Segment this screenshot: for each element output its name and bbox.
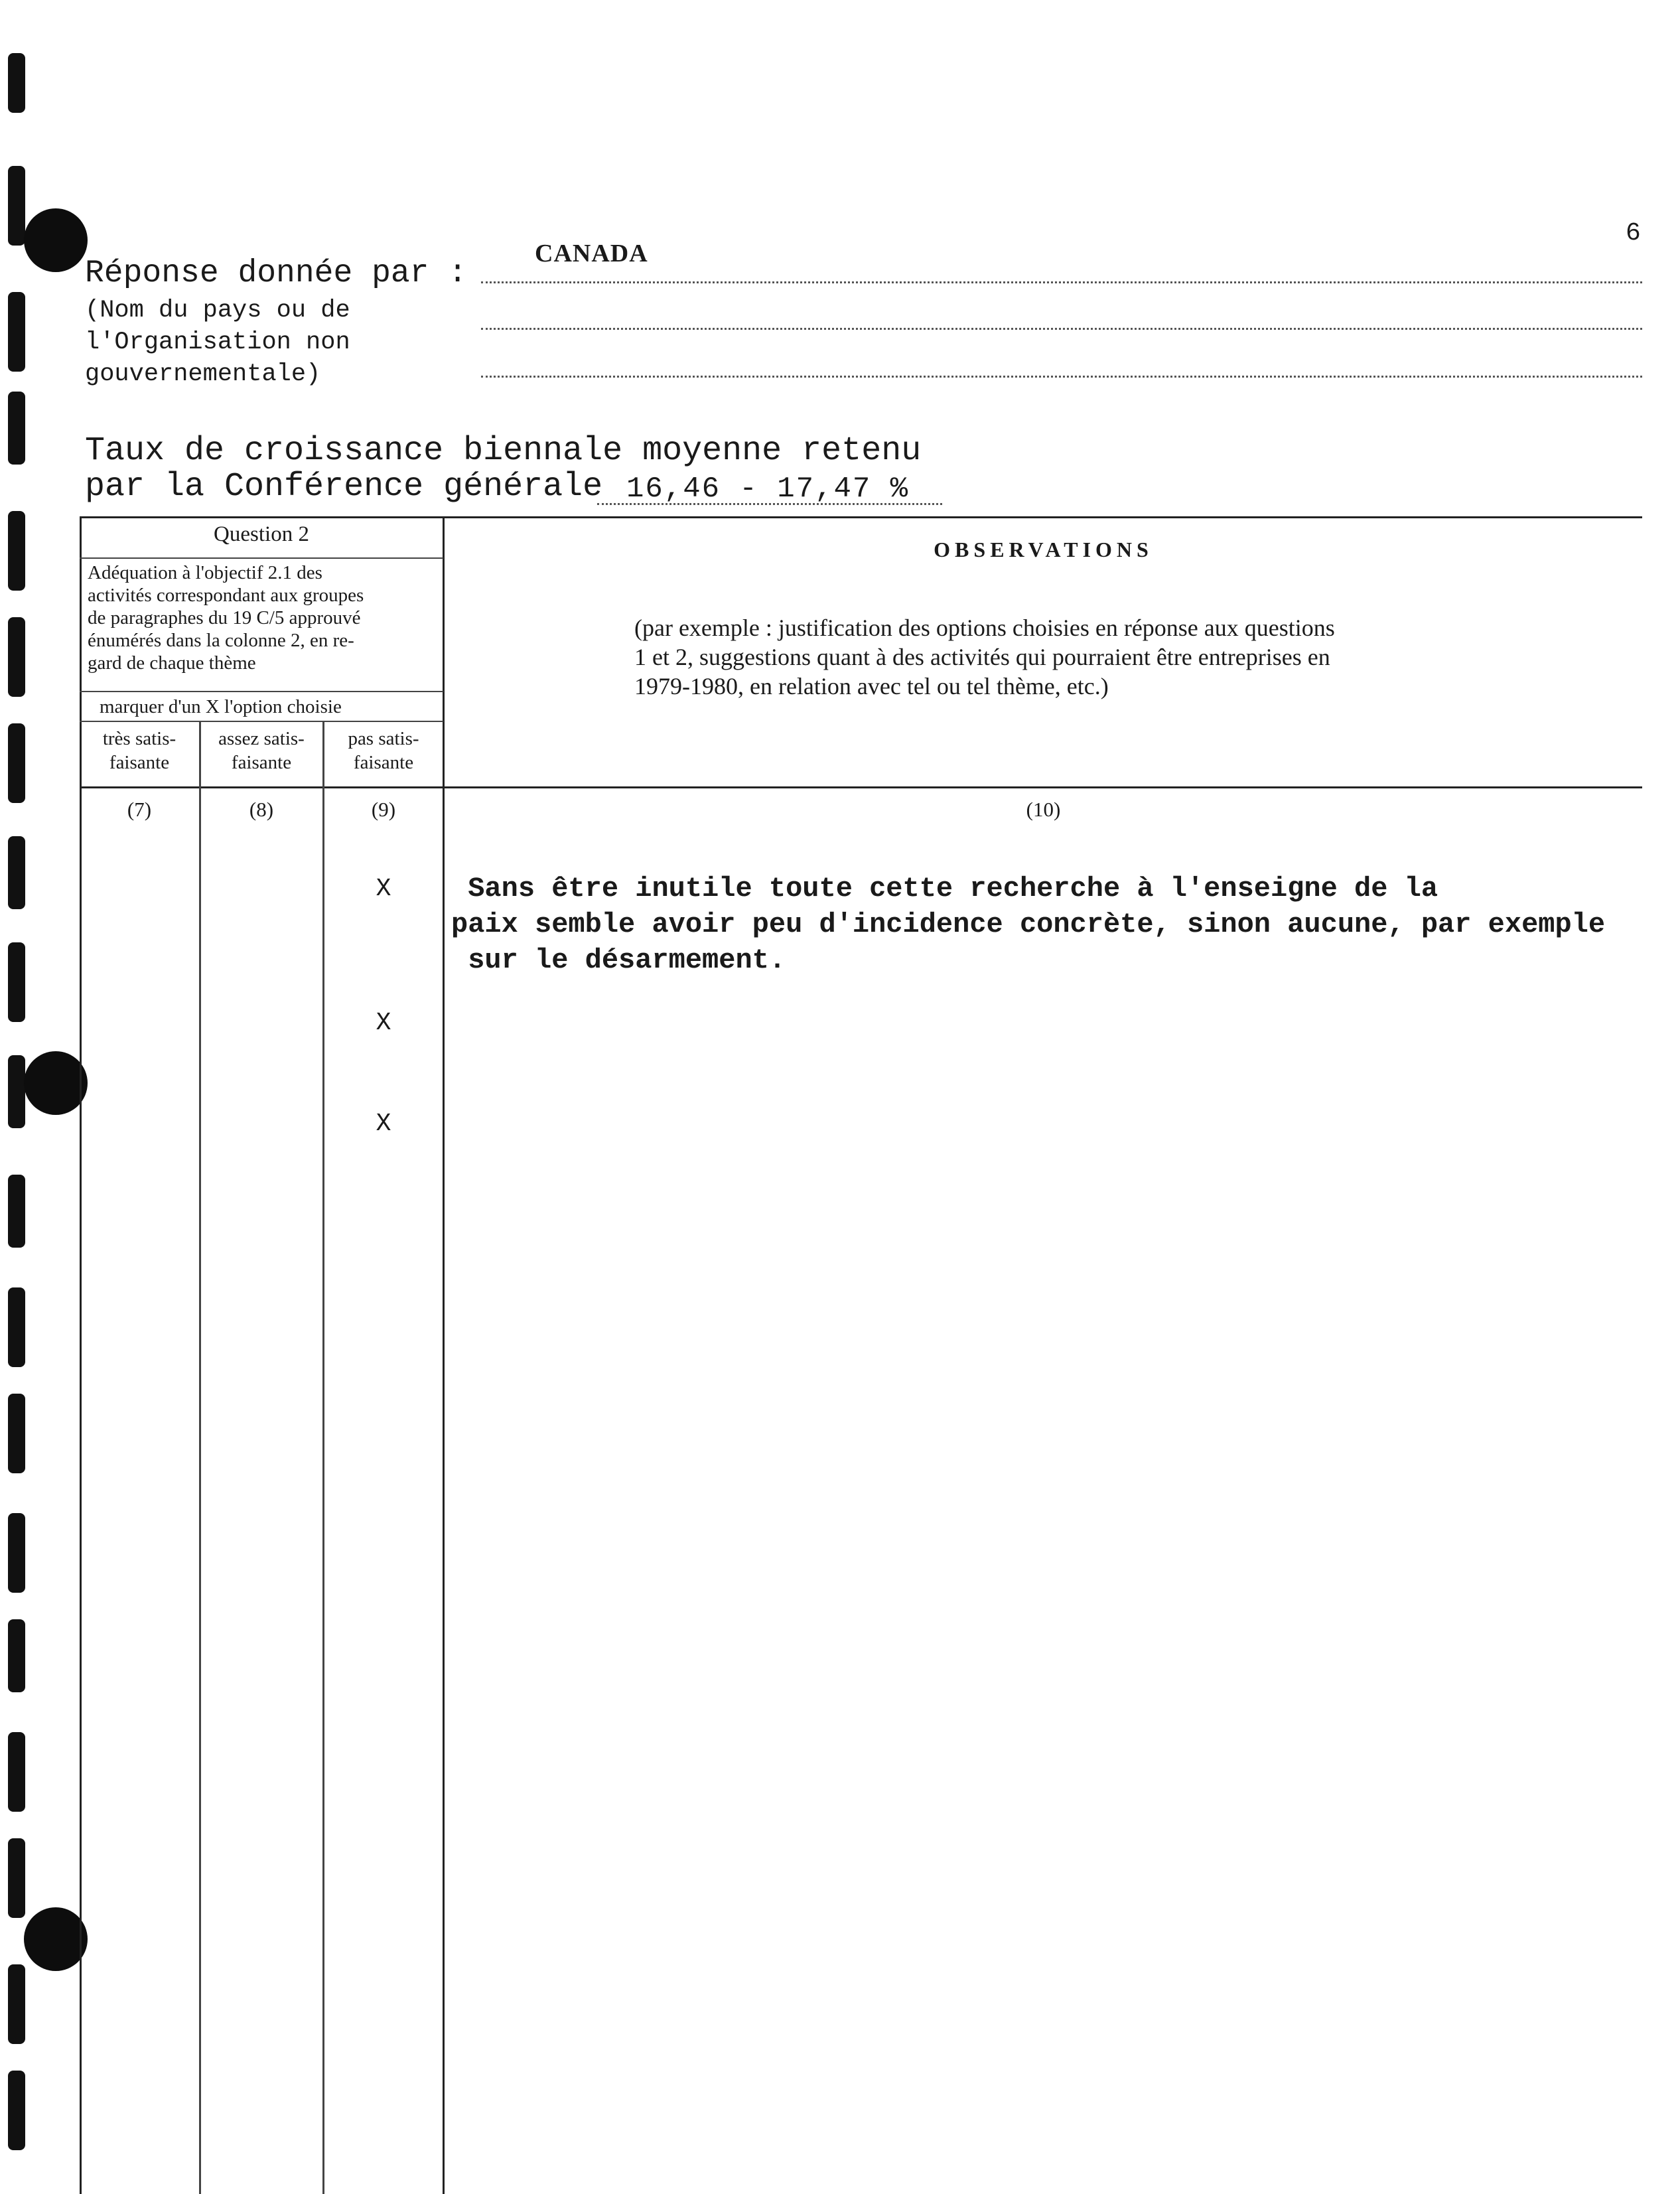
response-dotted-line-3 [481,376,1642,378]
table-top-rule [80,516,1642,518]
question-text-line-3: de paragraphes du 19 C/5 approuvé [88,607,361,628]
binder-mark [8,1055,25,1128]
binder-mark [8,392,25,465]
observations-hint-line-3: 1979-1980, en relation avec tel ou tel thème, etc.) [634,673,1109,699]
option-not-satisfying-line-1: pas satis- [348,728,419,749]
binder-mark [8,166,25,246]
option-mark-row-3: X [376,1110,391,1138]
growth-rate-label: par la Conférence générale [85,468,603,506]
punch-hole [24,208,88,272]
question-text-line-1: Adéquation à l'objectif 2.1 des [88,562,322,583]
mark-instruction: marquer d'un X l'option choisie [100,696,342,717]
binder-mark [8,1964,25,2044]
table-col-8-9-rule [322,721,324,2194]
observations-title: OBSERVATIONS [934,538,1153,561]
binder-mark [8,2071,25,2150]
response-sub-label-2: l'Organisation non [85,329,350,356]
option-mark-row-2: X [376,1009,391,1037]
observation-text-line-2: paix semble avoir peu d'incidence concrète, sinon aucune, par exemple [451,909,1606,940]
binder-mark [8,1838,25,1918]
question-title-rule [80,557,443,559]
binder-mark [8,292,25,372]
binder-mark [8,836,25,909]
response-dotted-line-2 [481,328,1642,330]
observation-text-line-1: Sans être inutile toute cette recherche à l'enseigne de la [451,873,1438,905]
option-fairly-satisfying-line-1: assez satis- [218,728,305,749]
punch-hole [24,1907,88,1971]
binder-mark [8,511,25,591]
binder-mark [8,1287,25,1367]
response-value: CANADA [535,240,648,267]
table-header-bottom-rule [80,786,1642,788]
column-number-8: (8) [249,798,274,821]
table-col-7-8-rule [199,721,201,2194]
mark-instruction-rule [80,721,443,722]
question-text-line-5: gard de chaque thème [88,652,256,674]
response-dotted-line-1 [481,281,1642,283]
binder-mark [8,1394,25,1473]
binder-mark [8,53,25,113]
question-text-line-4: énumérés dans la colonne 2, en re- [88,630,354,651]
binder-mark [8,1513,25,1593]
binder-mark [8,1619,25,1692]
option-mark-row-1: X [376,875,391,903]
response-sub-label-1: (Nom du pays ou de [85,297,350,325]
growth-rate-value: 16,46 - 17,47 % [626,473,910,506]
binder-mark [8,1732,25,1812]
column-number-9: (9) [371,798,396,821]
observation-text-line-3: sur le désarmement. [451,944,786,976]
option-very-satisfying-line-1: très satis- [102,728,176,749]
binder-mark [8,617,25,697]
binder-mark [8,942,25,1022]
binder-mark [8,1175,25,1248]
option-not-satisfying-line-2: faisante [353,752,414,773]
punch-hole [24,1051,88,1115]
question-text-line-2: activités correspondant aux groupes [88,585,364,606]
response-sub-label-3: gouvernementale) [85,360,321,388]
option-fairly-satisfying-line-2: faisante [231,752,292,773]
observations-hint-line-2: 1 et 2, suggestions quant à des activités qui pourraient être entreprises en [634,644,1330,670]
column-number-10: (10) [1026,798,1061,821]
question-text-rule [80,691,443,692]
page-number: 6 [1626,219,1641,248]
response-label: Réponse donnée par : [85,256,468,291]
question-title: Question 2 [214,522,309,546]
growth-rate-line-1: Taux de croissance biennale moyenne retenu [85,432,922,470]
observations-hint-line-1: (par exemple : justification des options choisies en réponse aux questions [634,615,1335,641]
option-very-satisfying-line-2: faisante [109,752,170,773]
column-number-7: (7) [127,798,152,821]
binder-mark [8,723,25,803]
